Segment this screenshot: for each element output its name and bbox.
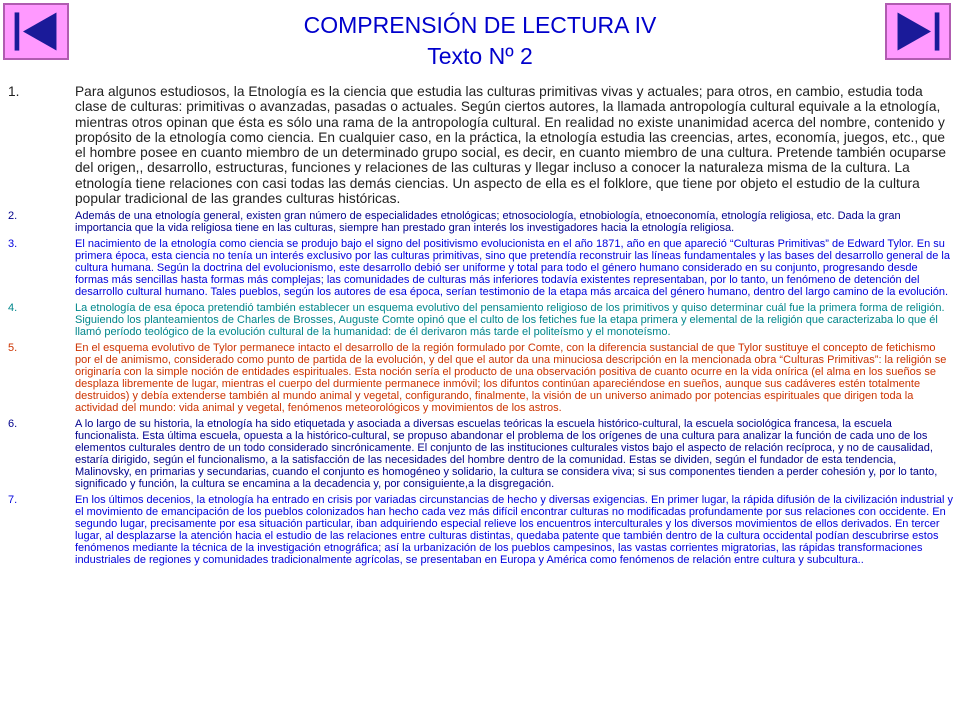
slide-subtitle: Texto Nº 2: [427, 43, 533, 69]
list-item: [8, 210, 954, 234]
next-slide-button[interactable]: [885, 3, 951, 60]
item-text: Para algunos estudiosos, la Etnología es la ciencia que estudia las culturas primitivas vivas y actuales; para otros, en cambio, estudia toda clase de culturas: primitivas o avanzadas, pasadas o actuales. Según ciertos autores, la llamada antropología cultural equivale a la etnología, mientras otros opinan que ésta es sólo una rama de la antropología cultural. En realidad no existe unanimidad acerca del nombre, contenido y propósito de la etnología como ciencia. En cualquier caso, en la práctica, la etnología estudia las creencias, artes, economía, juegos, etc., que el hombre posee en cuanto miembro de un determinado grupo social, es decir, en cuanto miembro de una cultura. Pretende también ocuparse del origen,, desarrollo, estructuras, funciones y relaciones de las culturas y llegar incluso a conocer la naturaleza misma de la cultura. La etnología tiene relaciones con casi todas las demás ciencias. Un aspecto de ella es el folklore, que tiene por objeto el estudio de la cultura popular tradicional de las grandes culturas históricas.: [75, 84, 947, 207]
numbered-paragraph-list: [8, 84, 954, 570]
item-number: 4.: [8, 302, 18, 315]
item-number: 7.: [8, 494, 18, 507]
list-item: [8, 84, 954, 206]
item-number: 5.: [8, 342, 18, 355]
item-text: En los últimos decenios, la etnología ha entrado en crisis por variadas circunstancias de hecho y diversas exigencias. En primer lugar, la rápida difusión de la civilización industrial y el movimiento de emancipación de los pueblos colonizados han hecho cada vez más difícil encontrar culturas no modificadas profundamente por sus relaciones con occidente. En segundo lugar, precisamente por esa situación particular, iban adquiriendo especial relieve los encuentros interculturales y los diversos movimientos de ellos derivados. En tercer lugar, al desplazarse la atención hacia el estudio de las relaciones entre culturas distintas, quedaba patente que también dentro de la cultura occidental podían descubrirse estos fenómenos mediante la técnica de la investigación etnográfica; así la urbanización de los pueblos campesinos, las vastas corrientes migratorias, las rápidas transformaciones industriales de regiones y comunidades tradicionalmente agrícolas, se presentaban en Europa y América como fenómenos de relación entre cultura y subcultura..: [75, 494, 954, 567]
item-number: 6.: [8, 418, 18, 431]
item-number: 3.: [8, 238, 18, 251]
list-item: [8, 302, 954, 338]
slide-title-block: [160, 10, 800, 72]
item-text: La etnología de esa época pretendió también establecer un esquema evolutivo del pensamiento religioso de los primitivos y quiso determinar cuál fue la primera forma de religión. Siguiendo los planteamientos de Charles de Brosses, Auguste Comte opinó que el culto de los fetiches fue la etapa primera y elemental de la religión que caracterizaba lo que él llamó período teológico de la evolución cultural de la humanidad: de él derivaron más tarde el politeísmo y el monoteísmo.: [75, 302, 945, 339]
item-text: En el esquema evolutivo de Tylor permanece intacto el desarrollo de la región formulado por Comte, con la diferencia sustancial de que Tylor sustituye el concepto de fetichismo por el de animismo, considerado como punto de partida de la evolución, y del que el autor da una minuciosa descripción en la mencionada obra “Culturas Primitivas”: la religión se originaría con la simple noción de entidades espirituales. Esta noción sería el producto de una observación positiva de cuanto ocurre en la vida onírica (el alma en los sueños se desplaza libremente de lugar, mientras el cuerpo del durmiente permanece inmóvil; los difuntos continúan apareciéndose en sueños, aunque sus cadáveres estén totalmente destruidos) y debía extenderse también al mundo animal y vegetal, configurando, finalmente, la visión de un universo animado por potencias espirituales que dirigen toda la actividad del mundo: vida animal y vegetal, fenómenos meteorológicos y movimientos de los astros.: [75, 342, 947, 415]
item-text: Además de una etnología general, existen gran número de especialidades etnológicas; etnosociología, etnobiología, etnoeconomía, etnología religiosa, etc. Dada la gran importancia que la vida religiosa tiene en las culturas, siempre han prestado gran interés los investigadores hacia la etnología religiosa.: [75, 210, 901, 235]
item-number: 2.: [8, 210, 18, 223]
list-item: [8, 238, 954, 298]
item-text: A lo largo de su historia, la etnología ha sido etiquetada y asociada a diversas escuelas teóricas la escuela histórico-cultural, la escuela sociológica francesa, la escuela funcionalista. Esta última escuela, opuesta a la histórico-cultural, se propuso abandonar el problema de los orígenes de una cultura para analizar la función de cada uno de los elementos culturales dentro de un todo considerado sincrónicamente. El conjunto de las instituciones culturales vistos bajo el aspecto de relación recíproca, y no de causalidad, estaría dirigido, según el funcionalismo, a la satisfacción de las necesidades del hombre dentro de la comunidad. Estas se dividen, según el fundador de esta tendencia, Malinovsky, en primarias y secundarias, cuando el conjunto es homogéneo y solidario, la cultura se considera viva; si sus componentes tienden a perder cohesión y, por lo tanto, significado y función, la cultura se encamina a la decadencia y, por consiguiente,a la disgregación.: [75, 418, 938, 491]
list-item: [8, 418, 954, 490]
slide-title: COMPRENSIÓN DE LECTURA IV: [303, 12, 657, 38]
skip-next-icon: [887, 5, 949, 58]
previous-slide-button[interactable]: [3, 3, 69, 60]
item-number: 1.: [8, 84, 20, 99]
skip-previous-icon: [5, 5, 67, 58]
list-item: [8, 342, 954, 414]
item-text: El nacimiento de la etnología como ciencia se produjo bajo el signo del positivismo evolucionista en el año 1871, año en que apareció “Culturas Primitivas” de Edward Tylor. En su primera época, esta ciencia no tenía un interés exclusivo por las culturas primitivas, sino que pretendía reconstruir las líneas fundamentales y las bases del desarrollo general de la cultura humana. Según la doctrina del evolucionismo, este desarrollo debió ser uniforme y total para todo el género humano considerado en su conjunto, progresando desde formas más sencillas hasta formas más complejas; las comunidades de culturas más inferiores todavía existentes representaban, por lo tanto, un fenómeno de detención del desarrollo cultural humano. Tales pueblos, según los autores de esa época, serían testimonio de la etapa más arcaica del género humano, dentro del largo camino de la evolución.: [75, 238, 950, 299]
list-item: [8, 494, 954, 566]
